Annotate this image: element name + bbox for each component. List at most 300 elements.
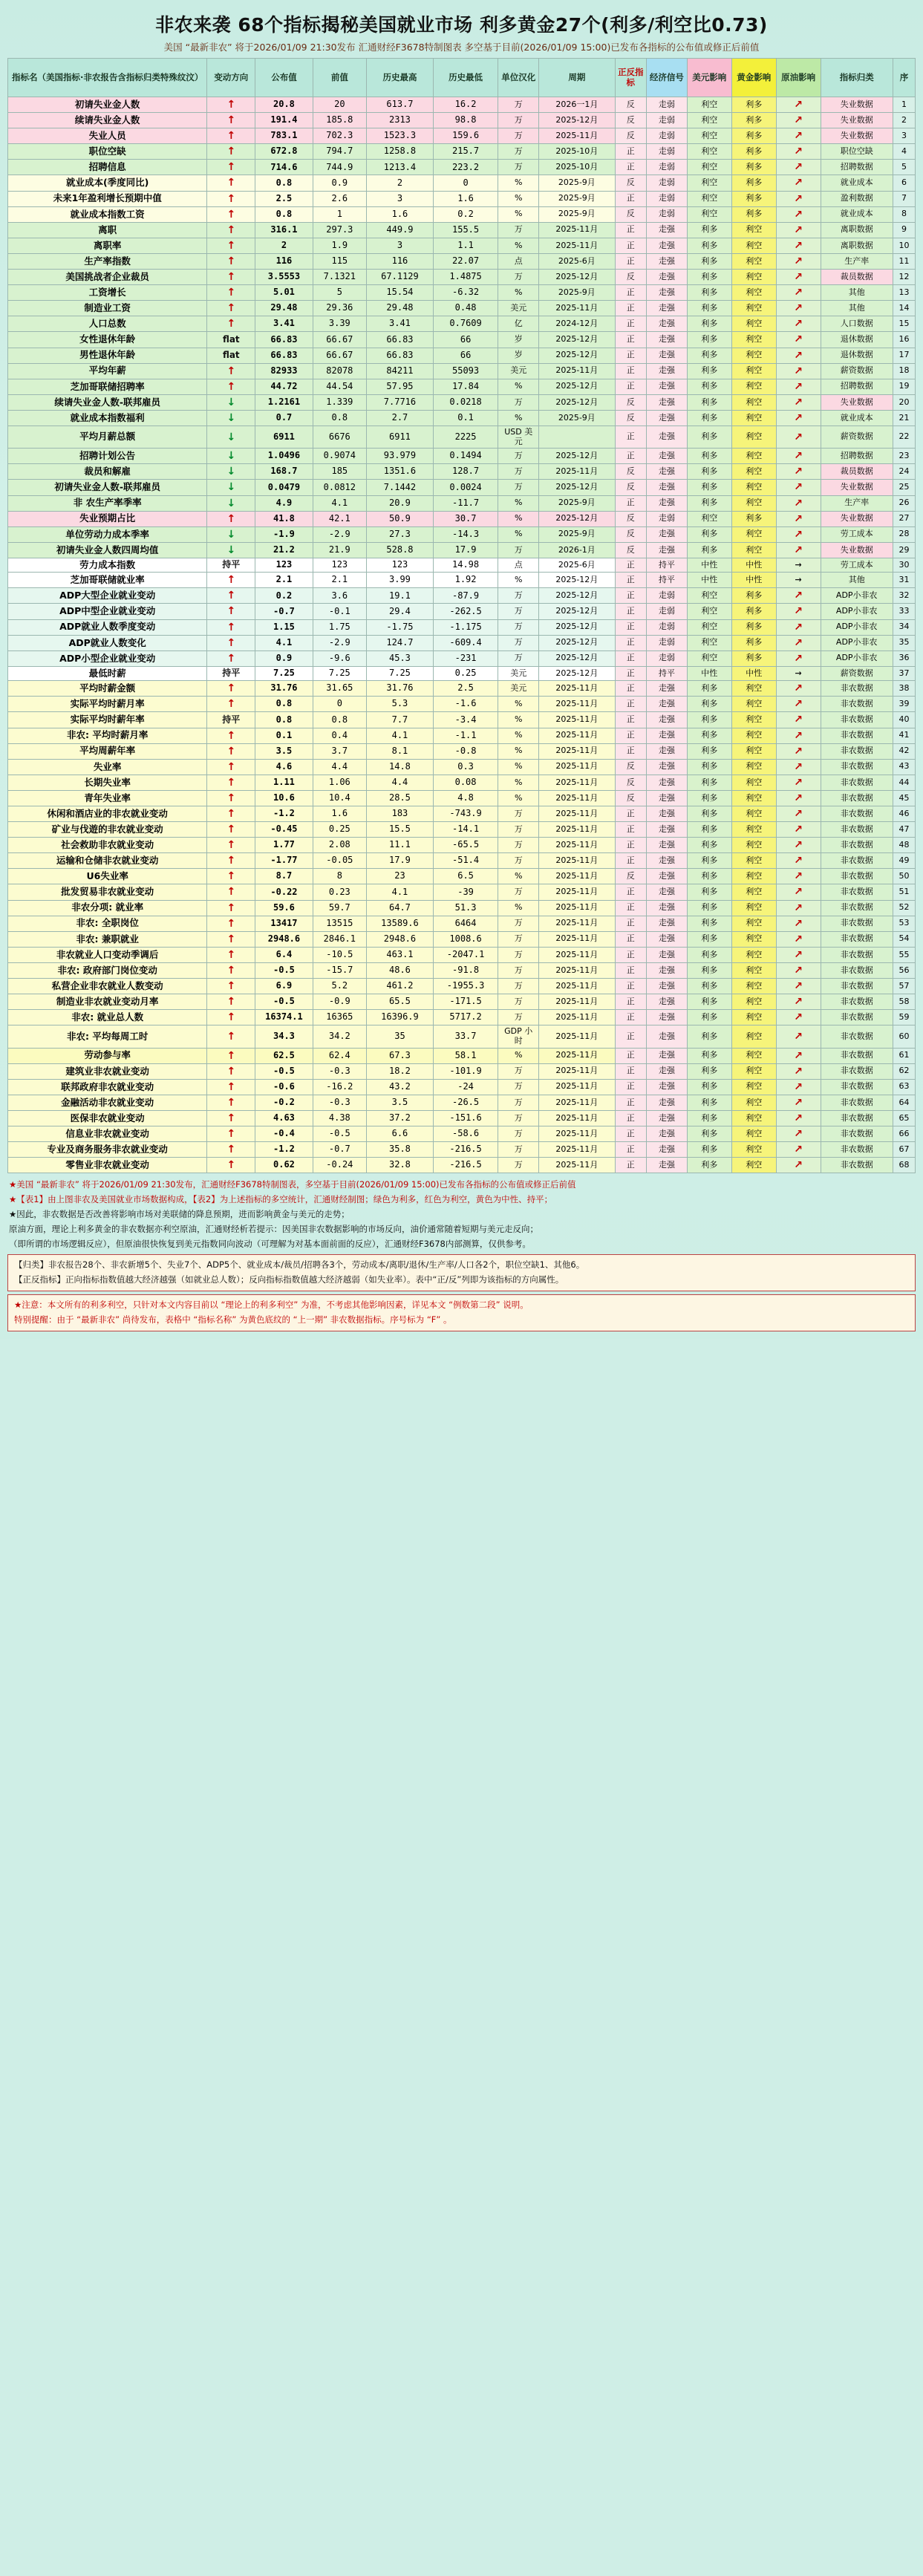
cell-unit: 万 [498,270,539,285]
cell-high: 15.5 [367,822,434,838]
cell-econ-signal: 走强 [646,712,687,728]
cell-low: 0 [433,175,498,191]
cell-unit: % [498,790,539,806]
cell-high: 6.6 [367,1126,434,1142]
cell-low: 1008.6 [433,931,498,947]
cell-econ-signal: 持平 [646,573,687,588]
cell-econ-signal: 走强 [646,480,687,495]
cell-previous: 31.65 [313,681,366,697]
table-row [8,869,916,884]
cell-unit: 万 [498,542,539,558]
table-row [8,697,916,712]
cell-category: 失业数据 [821,542,893,558]
cell-unit: 万 [498,1126,539,1142]
cell-period: 2025-12月 [539,573,615,588]
cell-econ-signal: 走弱 [646,650,687,666]
flat-label: 持平 [222,559,241,570]
cell-usd-impact: 利空 [687,511,731,526]
cell-oil-impact [776,1010,821,1025]
cell-high: 7.25 [367,666,434,680]
cell-high: 66.83 [367,348,434,363]
cell-low: -743.9 [433,806,498,821]
cell-gold-impact: 利多 [731,604,776,619]
cell-previous: 66.67 [313,348,366,363]
table-row [8,712,916,728]
cell-low: 0.1 [433,410,498,425]
cell-direction [207,175,255,191]
cell-polarity: 正 [615,316,646,332]
cell-unit: 万 [498,113,539,128]
cell-index: 31 [893,573,915,588]
cell-index: 48 [893,838,915,853]
cell-period: 2025-11月 [539,806,615,821]
cell-unit: % [498,900,539,916]
cell-category: 非农数据 [821,1142,893,1158]
cell-value: 6911 [255,425,313,448]
cell-value: 1.77 [255,838,313,853]
col-value: 公布值 [255,59,313,97]
cell-indicator-name: 芝加哥联储招聘率 [8,379,207,394]
cell-value: 16374.1 [255,1010,313,1025]
cell-index: 68 [893,1158,915,1173]
arrow-down-icon: ↓ [226,450,236,463]
cell-index: 15 [893,316,915,332]
arrow-up-icon: ↑ [226,365,236,377]
cell-direction [207,363,255,379]
cell-low: -0.8 [433,743,498,759]
cell-polarity: 正 [615,495,646,511]
cell-indicator-name: 制造业非农就业变动月率 [8,994,207,1010]
cell-previous: -0.24 [313,1158,366,1173]
table-row [8,588,916,604]
cell-high: 3 [367,191,434,206]
cell-low: 128.7 [433,464,498,480]
cell-oil-impact [776,759,821,775]
cell-value: 6.4 [255,947,313,962]
table-row [8,128,916,144]
cell-high: 2948.6 [367,931,434,947]
col-low: 历史最低 [433,59,498,97]
arrow-up-icon: ↗ [794,481,803,494]
cell-unit: 美元 [498,363,539,379]
cell-gold-impact: 中性 [731,666,776,680]
arrow-up-icon: ↗ [794,302,803,315]
arrow-up-icon: ↗ [794,512,803,525]
cell-index: 66 [893,1126,915,1142]
arrow-up-icon: ↗ [794,130,803,143]
cell-indicator-name: 矿业与伐遊的非农就业变动 [8,822,207,838]
cell-high: 7.7716 [367,394,434,410]
cell-oil-impact [776,619,821,635]
cell-indicator-name: 专业及商务服务非农就业变动 [8,1142,207,1158]
cell-category: 离职数据 [821,238,893,253]
cell-unit: 万 [498,650,539,666]
cell-gold-impact: 利多 [731,175,776,191]
cell-indicator-name: 裁员和解雇 [8,464,207,480]
cell-direction [207,869,255,884]
cell-oil-impact [776,191,821,206]
cell-usd-impact: 利多 [687,332,731,348]
table-row [8,425,916,448]
cell-oil-impact [776,1126,821,1142]
cell-index: 7 [893,191,915,206]
cell-usd-impact: 利多 [687,542,731,558]
arrow-up-icon: ↑ [226,1011,236,1024]
cell-gold-impact: 利多 [731,206,776,222]
cell-gold-impact: 利空 [731,790,776,806]
arrow-up-icon: ↗ [794,497,803,509]
cell-direction [207,916,255,931]
arrow-down-icon: ↓ [226,528,236,541]
cell-category: 其他 [821,301,893,316]
cell-indicator-name: ADP就业人数季度变动 [8,619,207,635]
cell-oil-impact [776,301,821,316]
cell-category: 非农数据 [821,1095,893,1110]
cell-low: 66 [433,348,498,363]
arrow-up-icon: ↑ [226,287,236,299]
cell-index: 67 [893,1142,915,1158]
cell-category: ADP小非农 [821,604,893,619]
cell-category: 失业数据 [821,480,893,495]
arrow-up-icon: ↗ [794,208,803,221]
cell-high: 67.3 [367,1048,434,1063]
cell-direction [207,144,255,160]
cell-usd-impact: 利多 [687,348,731,363]
cell-direction [207,728,255,743]
cell-usd-impact: 利多 [687,238,731,253]
cell-value: 0.62 [255,1158,313,1173]
cell-indicator-name: 芝加哥联储就业率 [8,573,207,588]
cell-polarity: 正 [615,1025,646,1048]
table-row [8,635,916,650]
cell-polarity: 正 [615,332,646,348]
cell-previous: 10.4 [313,790,366,806]
arrow-up-icon: ↑ [226,745,236,757]
cell-previous: 123 [313,558,366,572]
cell-direction [207,222,255,238]
cell-unit: % [498,759,539,775]
cell-indicator-name: 初请失业金人数四周均值 [8,542,207,558]
cell-value: 62.5 [255,1048,313,1063]
cell-previous: 702.3 [313,128,366,144]
cell-value: 672.8 [255,144,313,160]
cell-category: 非农数据 [821,775,893,790]
cell-previous: 3.6 [313,588,366,604]
arrow-up-icon: ↗ [794,605,803,618]
cell-category: 非农数据 [821,1079,893,1095]
arrow-up-icon: ↑ [226,590,236,602]
cell-previous: 21.9 [313,542,366,558]
cell-direction [207,1025,255,1048]
cell-econ-signal: 走强 [646,379,687,394]
cell-oil-impact [776,206,821,222]
arrow-up-icon: ↑ [226,605,236,618]
cell-value: 2.5 [255,191,313,206]
arrow-up-icon: ↗ [794,466,803,478]
cell-usd-impact: 利多 [687,394,731,410]
arrow-up-icon: ↑ [226,855,236,867]
arrow-up-icon: ↗ [794,621,803,633]
footnote-8: ★注意：本文所有的利多利空，只针对本文内容目前以 “理论上的利多利空” 为准，不考虑其他影响因素，详见本文 “例数第二段” 说明。 [14,1300,529,1310]
cell-value: 44.72 [255,379,313,394]
cell-low: 30.7 [433,511,498,526]
cell-usd-impact: 利空 [687,635,731,650]
cell-gold-impact: 利多 [731,588,776,604]
cell-oil-impact [776,900,821,916]
cell-unit: % [498,191,539,206]
arrow-up-icon: ↑ [226,255,236,267]
table-row [8,449,916,464]
cell-usd-impact: 利多 [687,681,731,697]
cell-index: 23 [893,449,915,464]
cell-unit: 万 [498,853,539,869]
cell-high: 123 [367,558,434,572]
table-row [8,113,916,128]
cell-index: 1 [893,97,915,113]
arrow-up-icon: ↗ [794,365,803,377]
cell-econ-signal: 走强 [646,316,687,332]
cell-indicator-name: 工资增长 [8,285,207,301]
cell-unit: 万 [498,1079,539,1095]
cell-category: 职位空缺 [821,144,893,160]
cell-period: 2025-12月 [539,348,615,363]
cell-previous: 82078 [313,363,366,379]
arrow-up-icon: ↗ [794,886,803,899]
cell-unit: % [498,511,539,526]
cell-high: 5.3 [367,697,434,712]
table-row [8,1025,916,1048]
cell-previous: 66.67 [313,332,366,348]
cell-value: 34.3 [255,1025,313,1048]
cell-indicator-name: 最低时薪 [8,666,207,680]
arrow-up-icon: ↗ [794,349,803,362]
cell-indicator-name: U6失业率 [8,869,207,884]
cell-period: 2025-11月 [539,962,615,978]
cell-unit: 万 [498,1095,539,1110]
cell-econ-signal: 走强 [646,775,687,790]
cell-previous: 20 [313,97,366,113]
cell-previous: 2.08 [313,838,366,853]
arrow-up-icon: ↑ [226,224,236,236]
cell-gold-impact: 利空 [731,838,776,853]
cell-index: 49 [893,853,915,869]
cell-index: 30 [893,558,915,572]
cell-category: 退休数据 [821,348,893,363]
cell-previous: 44.54 [313,379,366,394]
cell-usd-impact: 利多 [687,728,731,743]
cell-period: 2025-12月 [539,650,615,666]
cell-unit: 美元 [498,666,539,680]
cell-usd-impact: 利多 [687,449,731,464]
col-indicator-name: 指标名（美国指标·非农报告含指标归类特殊纹汶） [8,59,207,97]
cell-value: 66.83 [255,348,313,363]
cell-category: 其他 [821,285,893,301]
arrow-up-icon: ↑ [226,1049,236,1062]
cell-low: 17.9 [433,542,498,558]
cell-value: 66.83 [255,332,313,348]
cell-index: 56 [893,962,915,978]
table-row [8,410,916,425]
cell-previous: 29.36 [313,301,366,316]
cell-oil-impact [776,238,821,253]
cell-indicator-name: 就业成本指数福利 [8,410,207,425]
arrow-up-icon: ↑ [226,996,236,1008]
cell-previous: 42.1 [313,511,366,526]
cell-unit: % [498,379,539,394]
cell-high: 1523.3 [367,128,434,144]
cell-polarity: 反 [615,113,646,128]
table-row [8,363,916,379]
cell-index: 12 [893,270,915,285]
cell-period: 2025-11月 [539,238,615,253]
cell-high: 23 [367,869,434,884]
cell-index: 43 [893,759,915,775]
cell-period: 2025-12月 [539,511,615,526]
cell-index: 2 [893,113,915,128]
cell-oil-impact [776,604,821,619]
cell-previous: 0.0812 [313,480,366,495]
cell-oil-impact [776,947,821,962]
cell-direction [207,160,255,175]
cell-oil-impact [776,775,821,790]
cell-unit: 万 [498,962,539,978]
cell-unit: 万 [498,931,539,947]
cell-polarity: 正 [615,806,646,821]
cell-high: 67.1129 [367,270,434,285]
cell-gold-impact: 利空 [731,900,776,916]
cell-indicator-name: 制造业工资 [8,301,207,316]
cell-previous: 3.7 [313,743,366,759]
cell-polarity: 正 [615,1142,646,1158]
cell-polarity: 正 [615,931,646,947]
cell-low: -151.6 [433,1110,498,1126]
footnote-9: 特别提醒：由于 “最新非农” 尚待发布，表格中 “指标名称” 为黄色底纹的 “上一期” 非农数据指标。序号标为 “F” 。 [14,1314,452,1325]
cell-oil-impact [776,666,821,680]
cell-gold-impact: 利空 [731,1079,776,1095]
cell-polarity: 反 [615,175,646,191]
table-row [8,979,916,994]
cell-category: 人口数据 [821,316,893,332]
arrow-up-icon: ↗ [794,636,803,649]
cell-value: 0.9 [255,650,313,666]
cell-index: 53 [893,916,915,931]
cell-econ-signal: 走弱 [646,206,687,222]
cell-indicator-name: 平均年薪 [8,363,207,379]
cell-period: 2025-11月 [539,822,615,838]
col-polarity: 正反指标 [615,59,646,97]
cell-value: -0.2 [255,1095,313,1110]
cell-high: 57.95 [367,379,434,394]
cell-polarity: 正 [615,979,646,994]
cell-usd-impact: 利多 [687,253,731,269]
cell-category: ADP小非农 [821,650,893,666]
cell-high: -1.75 [367,619,434,635]
arrow-up-icon: ↗ [794,318,803,330]
cell-direction [207,410,255,425]
cell-oil-impact [776,822,821,838]
cell-category: 离职数据 [821,222,893,238]
cell-econ-signal: 走强 [646,822,687,838]
arrow-up-icon: ↗ [794,1065,803,1077]
cell-gold-impact: 利空 [731,301,776,316]
cell-direction [207,97,255,113]
arrow-up-icon: ↗ [794,333,803,346]
cell-oil-impact [776,363,821,379]
cell-direction [207,1063,255,1079]
table-row [8,728,916,743]
cell-econ-signal: 走强 [646,253,687,269]
cell-oil-impact [776,348,821,363]
cell-low: -1955.3 [433,979,498,994]
cell-oil-impact [776,728,821,743]
cell-period: 2025-11月 [539,1095,615,1110]
cell-oil-impact [776,697,821,712]
table-row [8,759,916,775]
cell-indicator-name: 私营企业非农就业人数变动 [8,979,207,994]
cell-direction [207,495,255,511]
footnote-1: ★美国 “最新非农” 将于2026/01/09 21:30发布，汇通财经F3678特制图表，多空基于目前(2026/01/09 15:00)已发布各指标的公布值或修正后前值 [9,1179,576,1190]
cell-polarity: 正 [615,697,646,712]
cell-previous: 1 [313,206,366,222]
cell-direction [207,1158,255,1173]
cell-indicator-name: ADP小型企业就业变动 [8,650,207,666]
cell-gold-impact: 利空 [731,542,776,558]
table-row [8,222,916,238]
cell-econ-signal: 走强 [646,869,687,884]
cell-high: 7.7 [367,712,434,728]
cell-polarity: 正 [615,348,646,363]
cell-high: 35.8 [367,1142,434,1158]
cell-direction [207,464,255,480]
cell-usd-impact: 利多 [687,316,731,332]
cell-value: 82933 [255,363,313,379]
table-row [8,1010,916,1025]
cell-high: 29.4 [367,604,434,619]
cell-econ-signal: 走强 [646,1048,687,1063]
cell-value: -1.2 [255,1142,313,1158]
cell-polarity: 反 [615,464,646,480]
table-row [8,480,916,495]
cell-high: 8.1 [367,743,434,759]
cell-unit: 万 [498,947,539,962]
cell-index: 29 [893,542,915,558]
cell-period: 2025-12月 [539,449,615,464]
cell-oil-impact [776,270,821,285]
cell-period: 2024-12月 [539,316,615,332]
cell-high: 6911 [367,425,434,448]
cell-usd-impact: 利多 [687,900,731,916]
arrow-up-icon: ↑ [226,948,236,961]
arrow-up-icon: ↑ [226,1080,236,1093]
cell-polarity: 正 [615,884,646,900]
arrow-up-icon: ↑ [226,964,236,976]
cell-low: 55093 [433,363,498,379]
cell-previous: 34.2 [313,1025,366,1048]
cell-econ-signal: 走强 [646,285,687,301]
arrow-up-icon: ↗ [794,161,803,174]
cell-low: -1.175 [433,619,498,635]
table-row [8,1048,916,1063]
cell-usd-impact: 利空 [687,650,731,666]
table-row [8,1110,916,1126]
cell-indicator-name: 初请失业金人数-联邦雇员 [8,480,207,495]
arrow-right-icon: → [795,575,802,584]
cell-previous: 59.7 [313,900,366,916]
arrow-up-icon: ↑ [226,824,236,836]
table-row [8,542,916,558]
table-row [8,191,916,206]
cell-previous: 4.1 [313,495,366,511]
